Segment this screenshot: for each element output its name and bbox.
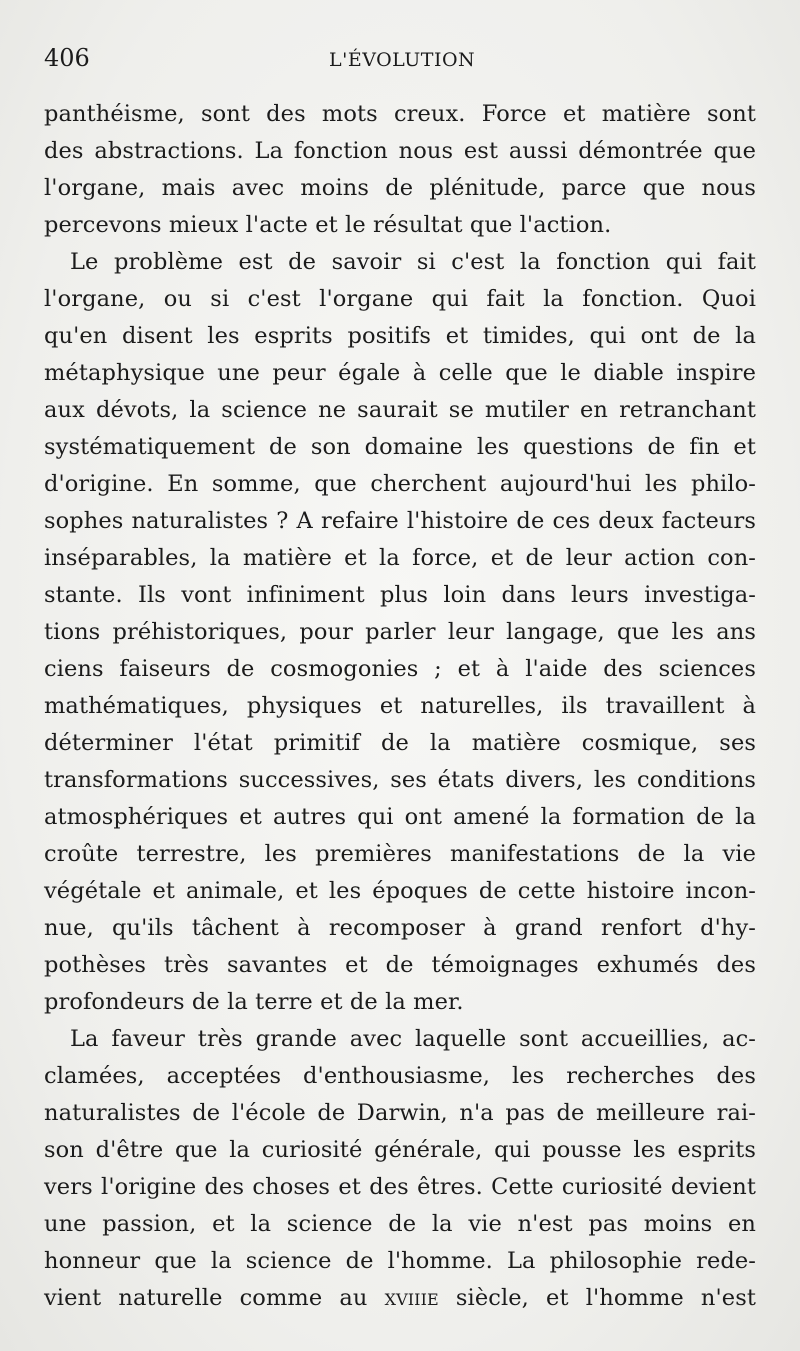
- text-line: vers l'origine des choses et des êtres. Cette curiosité devient: [44, 1174, 756, 1200]
- running-head: L'ÉVOLUTION: [329, 49, 476, 71]
- text-line: profondeurs de la terre et de la mer.: [44, 989, 464, 1015]
- body-text: [44, 96, 756, 1317]
- text-line: naturalistes de l'école de Darwin, n'a pas de meilleure rai-: [44, 1100, 756, 1126]
- text-line: honneur que la science de l'homme. La philosophie rede-: [44, 1248, 756, 1274]
- text-line-final: [44, 1280, 756, 1317]
- text-line: d'origine. En somme, que cherchent aujourd'hui les philo-: [44, 471, 756, 497]
- text-line: l'organe, ou si c'est l'organe qui fait la fonction. Quoi: [44, 286, 756, 312]
- text-line: stante. Ils vont infiniment plus loin dans leurs investiga-: [44, 582, 756, 608]
- text-line: des abstractions. La fonction nous est aussi démontrée que: [44, 138, 756, 164]
- text-line: inséparables, la matière et la force, et de leur action con-: [44, 545, 756, 571]
- text-line: sophes naturalistes ? A refaire l'histoire de ces deux facteurs: [44, 508, 756, 534]
- text-line: son d'être que la curiosité générale, qui pousse les esprits: [44, 1137, 756, 1163]
- paragraph-start-line: La faveur très grande avec laquelle sont accueillies, ac-: [70, 1026, 756, 1052]
- text-line: panthéisme, sont des mots creux. Force et matière sont: [44, 101, 756, 127]
- century-numeral: xviiie: [384, 1285, 439, 1311]
- text-fragment: vient naturelle comme au: [44, 1285, 368, 1311]
- text-line: pothèses très savantes et de témoignages exhumés des: [44, 952, 756, 978]
- text-line: croûte terrestre, les premières manifestations de la vie: [44, 841, 756, 867]
- page-number: 406: [44, 44, 90, 72]
- text-line: transformations successives, ses états divers, les conditions: [44, 767, 756, 793]
- text-fragment: siècle, et l'homme n'est: [455, 1285, 756, 1311]
- text-line: clamées, acceptées d'enthousiasme, les recherches des: [44, 1063, 756, 1089]
- text-line: l'organe, mais avec moins de plénitude, parce que nous: [44, 175, 756, 201]
- text-line: ciens faiseurs de cosmogonies ; et à l'aide des sciences: [44, 656, 756, 682]
- text-line: percevons mieux l'acte et le résultat que l'action.: [44, 212, 612, 238]
- paragraph-start-line: Le problème est de savoir si c'est la fonction qui fait: [70, 249, 756, 275]
- text-line: métaphysique une peur égale à celle que le diable inspire: [44, 360, 756, 386]
- page-header: [44, 40, 754, 80]
- text-line: nue, qu'ils tâchent à recomposer à grand renfort d'hy-: [44, 915, 756, 941]
- text-line: qu'en disent les esprits positifs et timides, qui ont de la: [44, 323, 756, 349]
- text-line: végétale et animale, et les époques de cette histoire incon-: [44, 878, 756, 904]
- text-line: atmosphériques et autres qui ont amené la formation de la: [44, 804, 756, 830]
- text-line: déterminer l'état primitif de la matière cosmique, ses: [44, 730, 756, 756]
- text-line: aux dévots, la science ne saurait se mutiler en retranchant: [44, 397, 756, 423]
- text-line: systématiquement de son domaine les questions de fin et: [44, 434, 756, 460]
- text-line: tions préhistoriques, pour parler leur langage, que les ans: [44, 619, 756, 645]
- text-line: mathématiques, physiques et naturelles, ils travaillent à: [44, 693, 756, 719]
- text-line: une passion, et la science de la vie n'est pas moins en: [44, 1211, 756, 1237]
